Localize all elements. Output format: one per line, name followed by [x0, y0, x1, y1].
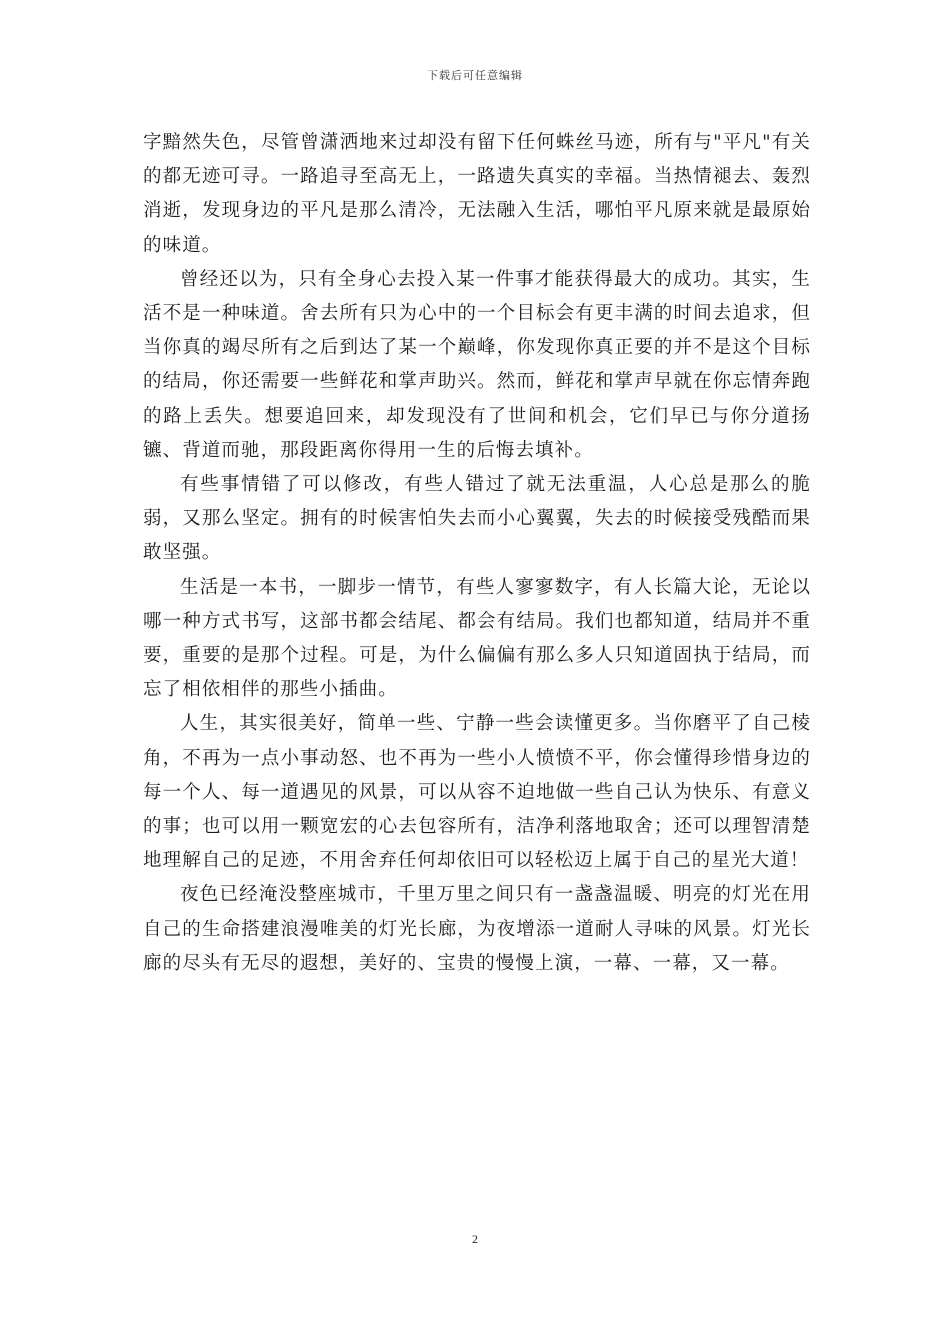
paragraph: 生活是一本书，一脚步一情节，有些人寥寥数字，有人长篇大论，无论以哪一种方式书写，这部书都会结尾、都会有结局。我们也都知道，结局并不重要，重要的是那个过程。可是，为什么偏偏有那么多人只知道固执于结局，而忘了相依相伴的那些小插曲。	[143, 576, 811, 701]
paragraph: 人生，其实很美好，简单一些、宁静一些会读懂更多。当你磨平了自己棱角，不再为一点小事动怒、也不再为一些小人愤愤不平，你会懂得珍惜身边的每一个人、每一道遇见的风景，可以从容不迫地做一些自己认为快乐、有意义的事；也可以用一颗宽宏的心去包容所有，洁净利落地取舍；还可以理智清楚地理解自己的足迹，不用舍弃任何却依旧可以轻松迈上属于自己的星光大道！	[143, 713, 811, 872]
page-header: 下载后可任意编辑	[427, 69, 523, 82]
paragraph-continuation: 字黯然失色，尽管曾潇洒地来过却没有留下任何蛛丝马迹，所有与"平凡"有关的都无迹可寻。一路追寻至高无上，一路遗失真实的幸福。当热情褪去、轰烈消逝，发现身边的平凡是那么清冷，无法融入生活，哪怕平凡原来就是最原始的味道。	[143, 132, 811, 256]
document-body	[143, 126, 811, 981]
paragraph: 曾经还以为，只有全身心去投入某一件事才能获得最大的成功。其实，生活不是一种味道。舍去所有只为心中的一个目标会有更丰满的时间去追求，但当你真的竭尽所有之后到达了某一个巅峰，你发现你真正要的并不是这个目标的结局，你还需要一些鲜花和掌声助兴。然而，鲜花和掌声早就在你忘情奔跑的路上丢失。想要追回来，却发现没有了世间和机会，它们早已与你分道扬镳、背道而驰，那段距离你得用一生的后悔去填补。	[143, 268, 811, 461]
page-number: 2	[472, 1232, 478, 1246]
paragraph: 夜色已经淹没整座城市，千里万里之间只有一盏盏温暖、明亮的灯光在用自己的生命搭建浪漫唯美的灯光长廊，为夜增添一道耐人寻味的风景。灯光长廊的尽头有无尽的遐想，美好的、宝贵的慢慢上演，一幕、一幕，又一幕。	[143, 884, 811, 974]
paragraph: 有些事情错了可以修改，有些人错过了就无法重温，人心总是那么的脆弱，又那么坚定。拥有的时候害怕失去而小心翼翼，失去的时候接受残酷而果敢坚强。	[143, 474, 811, 564]
